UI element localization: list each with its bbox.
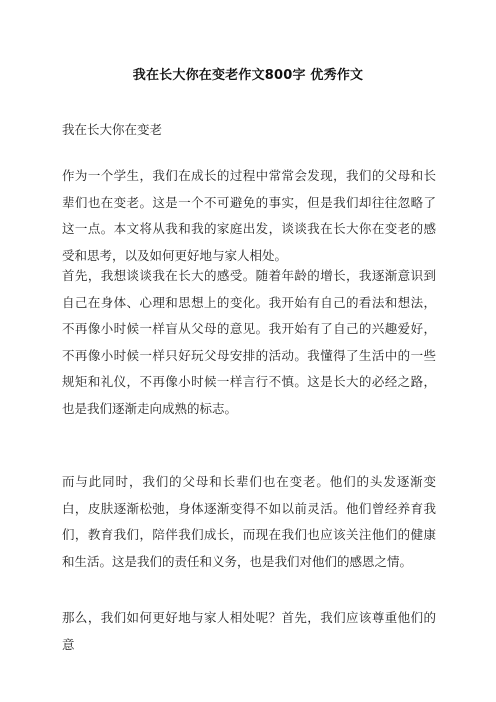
document-subtitle: 我在长大你在变老 bbox=[62, 122, 163, 137]
paragraph-4: 那么，我们如何更好地与家人相处呢？首先，我们应该尊重他们的意 bbox=[62, 610, 436, 652]
document-title: 我在长大你在变老作文800字 优秀作文 bbox=[132, 68, 364, 83]
paragraph-3: 而与此同时，我们的父母和长辈们也在变老。他们的头发逐渐变白，皮肤逐渐松弛，身体逐渐变得不如以前灵活。他们曾经养育我们，教育我们，陪伴我们成长，而现在我们也应该关注他们的健康和生活。这是我们的责任和义务，也是我们对他们的感恩之情。 bbox=[62, 474, 436, 569]
paragraph-2: 首先，我想谈谈我在长大的感受。随着年龄的增长，我逐渐意识到自己在身体、心理和思想上的变化。我开始有自己的看法和想法，不再像小时候一样盲从父母的意见。我开始有了自己的兴趣爱好，不再像小时候一样只好玩父母安排的活动。我懂得了生活中的一些规矩和礼仪，不再像小时候一样言行不慎。这是长大的必经之路，也是我们逐渐走向成熟的标志。 bbox=[62, 268, 436, 416]
paragraph-1: 作为一个学生，我们在成长的过程中常常会发现，我们的父母和长辈们也在变老。这是一个不可避免的事实，但是我们却往往忽略了这一点。本文将从我和我的家庭出发，谈谈我在长大你在变老的感受和思考，以及如何更好地与家人相处。 bbox=[62, 168, 436, 263]
